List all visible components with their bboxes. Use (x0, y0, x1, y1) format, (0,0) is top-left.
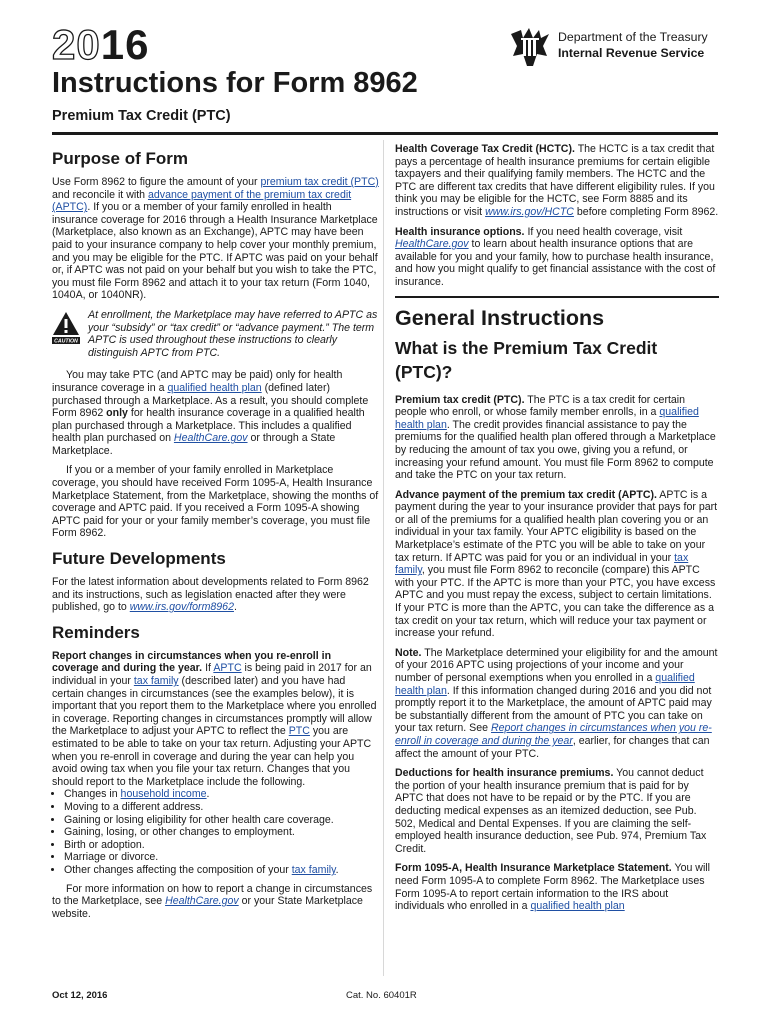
text-run: or through a State Marketplace. (52, 432, 336, 457)
text-run: . (335, 863, 339, 876)
healthcare-gov-link[interactable]: HealthCare.gov (165, 895, 239, 908)
text-run: The Marketplace determined your eligibility for and the amount of your 2016 APTC using projections of your income and your number of personal exemptions when you enrolled in a (395, 646, 718, 684)
form-1095a-paragraph: If you or a member of your family enrolled in Marketplace coverage, you should have received Form 1095-A, Health Insurance Marketplace Statement, from the Marketplace, showing the months of coverage and APTC paid. If you received a Form 1095-A showing APTC paid for your or your family member’s coverage, you must file Form 8962. (52, 464, 379, 540)
text-run: Other changes affecting the composition of your (64, 863, 292, 876)
text-run: (defined later) purchased through a Marketplace. As a result, you should complete Form 8962 (52, 381, 369, 420)
text-run: You may take PTC (and APTC may be paid) only for health insurance coverage in a (52, 369, 343, 394)
list-item: • Birth or adoption. (64, 839, 379, 852)
text-run-bold: Premium tax credit (PTC). (395, 393, 525, 406)
text-run-bold: Health Coverage Tax Credit (HCTC). (395, 143, 575, 155)
text-run: , earlier, for changes that can affect the amount of your PTC. (395, 734, 710, 760)
text-run: If you need health coverage, visit (524, 225, 683, 238)
text-run: . If you or a member of your family enrolled in health insurance coverage for 2016 through a Health Insurance Marketplace (Marketplace, also known as an Exchange), APTC may have been paid to your insurance company to help cover your monthly premium, and you may be eligible for the PTC. If APTC was paid on your behalf or, if APTC was not paid on your behalf but you wish to take the PTC, you must file Form 8962 and attach it to your tax return (Form 1040, 1040A, or 1040NR). (52, 201, 378, 302)
text-run: Use Form 8962 to figure the amount of your (52, 176, 261, 188)
text-run: For the latest information about developments related to Form 8962 and its instructions, such as legislation enacted after they were published, go to (52, 576, 369, 614)
text-run: . The credit provides financial assistance to pay the premiums for the qualified health plan offered through a Marketplace by reducing the amount of tax you owe, giving you a refund, or increasing your refund amount. You must file Form 8962 to compute and take the PTC on your tax return. (395, 418, 716, 482)
text-run: For more information on how to report a change in circumstances to the Marketplace, see (52, 882, 373, 908)
qualified-health-plan-link[interactable]: qualified health plan (167, 381, 262, 394)
aptc-paragraph (395, 489, 719, 640)
future-developments-paragraph (52, 576, 379, 614)
section-rule (395, 296, 719, 298)
healthcare-gov-link[interactable]: HealthCare.gov (173, 432, 248, 445)
footer-date: Oct 12, 2016 (52, 990, 108, 1001)
text-run-bold: Advance payment of the premium tax credit (APTC). (395, 488, 657, 501)
health-insurance-options-paragraph (395, 226, 719, 289)
caution-label: CAUTION (54, 338, 78, 345)
purpose-paragraph (52, 176, 379, 302)
header-rule (52, 132, 718, 135)
text-run: . (206, 788, 210, 801)
deductions-paragraph (395, 767, 719, 855)
list-item: • Marriage or divorce. (64, 851, 379, 864)
year-bold-digits: 16 (100, 21, 150, 68)
footer-catalog-number: Cat. No. 60401R (346, 990, 417, 1001)
text-run-bold: Report changes in circumstances when you re-enroll in coverage and during the year. (52, 649, 332, 675)
text-run: The PTC is a tax credit for certain people who enroll, or whose family member enrolls, in a (395, 393, 686, 419)
caution-note (52, 309, 379, 359)
text-run: The HCTC is a tax credit that pays a percentage of health insurance premiums for certain eligible taxpayers and their qualifying family members. The HCTC and the PTC are different tax credits that have different eligibility rules. If you think you may be eligible for the HCTC, see Form 8885 and its instructions or visit (395, 143, 715, 218)
ptc-link[interactable]: premium tax credit (PTC) (260, 176, 379, 188)
agency-block (507, 26, 727, 70)
text-run: APTC is a payment during the year to your insurance provider that pays for part or all of the premiums for a qualified health plan covering you or an individual in your tax family. Your APTC eligibility is based on the Marketplace’s estimate of the PTC you will be able to take on your tax return. If APTC was paid for you or an individual in your (395, 488, 718, 564)
what-is-ptc-heading: What is the Premium Tax Credit (PTC)? (395, 337, 658, 382)
changes-list (52, 788, 379, 876)
ptc-paragraph (395, 394, 719, 482)
healthcare-gov-link[interactable]: HealthCare.gov (395, 238, 469, 251)
reminders-paragraph (52, 650, 379, 789)
ptc-link[interactable]: PTC (288, 725, 310, 738)
text-run: You will need Form 1095-A to complete Form 8962. The Marketplace uses Form 1095-A to report certain information to the IRS about individuals who enrolled in a (395, 862, 711, 913)
tax-family-link[interactable]: tax family (291, 863, 336, 876)
right-column (395, 143, 719, 920)
text-run: You cannot deduct the portion of your health insurance premium that is paid for by APTC that does not have to be repaid or by the PTC. If you are deducting medical expenses as an itemized deduction, see Pub. 502, Medical and Dental Expenses. If you are claiming the self-employed health insurance deduction, see Pub. 974, Premium Tax Credit. (395, 767, 707, 855)
text-run: is being paid in 2017 for an individual in your (52, 662, 372, 687)
left-column (52, 140, 379, 927)
text-run: . If this information changed during 2016 and you did not promptly report it to the Marketplace, the amount of APTC paid may be substantially different from the amount of PTC you can take on your tax return. See (395, 684, 712, 735)
text-run: (described later) and you have had certain changes in circumstances (see the examples below), it is important that you report them to the Marketplace where you enrolled in coverage. Reporting changes in circumstances promptly will allow the Marketplace to adjust your APTC to reflect the (52, 675, 377, 738)
form-1095a-statement-paragraph (395, 862, 719, 912)
text-run: before completing Form 8962. (573, 205, 719, 218)
purpose-heading: Purpose of Form (52, 149, 189, 168)
list-item: • Gaining or losing eligibility for other health care coverage. (64, 814, 379, 827)
text-run: . (233, 601, 237, 614)
form-year (52, 22, 149, 68)
qualified-health-plan-link[interactable]: qualified health plan (395, 406, 699, 431)
text-run-bold: Note. (395, 646, 422, 659)
qualified-plan-paragraph (52, 369, 379, 457)
text-run: you are estimated to be able to take on your tax return. Adjusting your APTC when you re-enroll in coverage and during the year can help you avoid owing tax when you file your tax return. Changes that you should report to the Marketplace include the following. (52, 725, 372, 788)
dept-name: Department of the Treasury (558, 30, 708, 44)
page-title: Instructions for Form 8962 (52, 67, 418, 99)
caution-warning-icon (52, 311, 80, 345)
agency-name: Internal Revenue Service (558, 46, 705, 60)
page-subtitle: Premium Tax Credit (PTC) (52, 108, 231, 124)
tax-family-link[interactable]: tax family (395, 551, 689, 577)
report-changes-link[interactable]: Report changes in circumstances when you re-enroll in coverage and during the year (395, 722, 712, 747)
text-run: for health insurance coverage in a qualified health plan purchased through a Marketplace. This includes a qualified health plan purchased on (52, 407, 365, 445)
household-income-link[interactable]: household income (120, 788, 207, 801)
qualified-health-plan-link[interactable]: qualified health plan (395, 672, 695, 697)
more-info-paragraph (52, 883, 379, 921)
reminders-heading: Reminders (52, 622, 140, 642)
aptc-link[interactable]: APTC (213, 662, 242, 675)
irs-eagle-logo-icon (507, 26, 553, 68)
text-run-bold: only (106, 407, 128, 420)
general-instructions-heading: General Instructions (395, 305, 605, 330)
year-outline-digits: 20 (52, 21, 101, 68)
tax-family-link[interactable]: tax family (133, 675, 179, 687)
text-run-bold: Deductions for health insurance premiums. (395, 767, 614, 780)
note-paragraph (395, 647, 719, 760)
text-run-bold: Health insurance options. (395, 225, 525, 238)
future-developments-heading: Future Developments (52, 549, 226, 569)
column-divider (383, 140, 384, 976)
aptc-link[interactable]: advance payment of the premium tax credit (APTC) (52, 188, 352, 214)
text-run: If (202, 662, 214, 675)
text-run: and reconcile it with (52, 188, 148, 201)
list-item (64, 864, 379, 877)
text-run-bold: Form 1095-A, Health Insurance Marketplace Statement. (395, 862, 672, 875)
text-run: or your State Marketplace website. (52, 895, 363, 920)
caution-text: At enrollment, the Marketplace may have referred to APTC as your “subsidy” or “tax credit” or “advance payment.” The term APTC is used throughout these instructions to clearly distinguish APTC from PTC. (88, 308, 378, 359)
list-item (64, 788, 379, 801)
list-item: • Moving to a different address. (64, 801, 379, 814)
text-run: to learn about health insurance options that are available for you and your family, how to purchase health insurance, and how you might qualify to get financial assistance with the cost of insurance. (395, 238, 716, 288)
irs-form8962-link[interactable]: www.irs.gov/form8962 (129, 601, 234, 614)
text-run: Changes in (64, 788, 121, 801)
list-item: • Gaining, losing, or other changes to employment. (64, 826, 379, 839)
irs-hctc-link[interactable]: www.irs.gov/HCTC (485, 205, 574, 218)
qualified-health-plan-link[interactable]: qualified health plan (530, 900, 625, 913)
hctc-paragraph (395, 143, 719, 219)
text-run: , you must file Form 8962 to reconcile (compare) this APTC with your PTC. If the APTC is more than your PTC, you have excess APTC and you must repay the excess, subject to certain limitations. If your PTC is more than the APTC, you can take the difference as a tax credit on your tax return, which will reduce your tax payment or increase your refund. (395, 564, 716, 640)
